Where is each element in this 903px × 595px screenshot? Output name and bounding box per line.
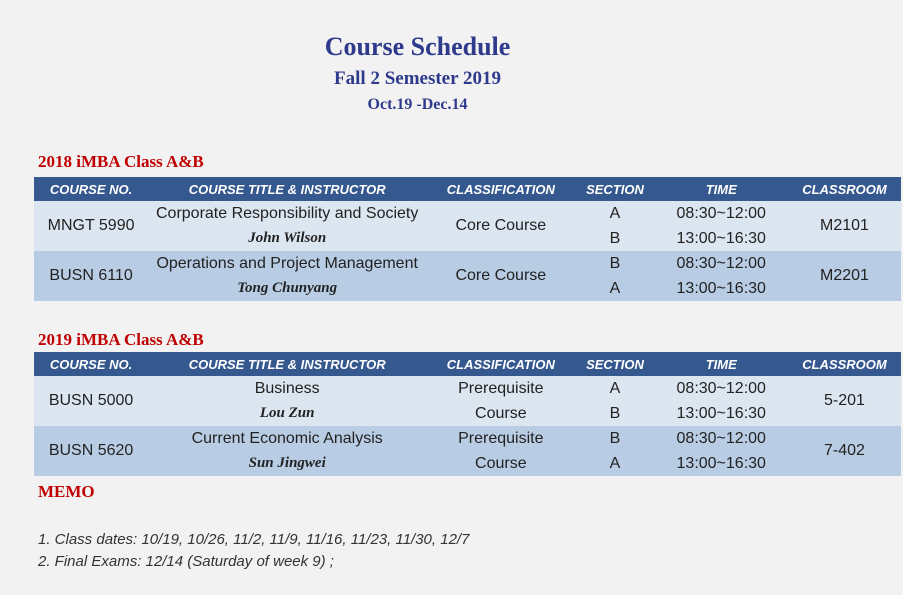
course-title: Business xyxy=(254,380,320,397)
course-instructor: John Wilson xyxy=(248,230,327,246)
memo-line: 2. Final Exams: 12/14 (Saturday of week 9) ; xyxy=(38,553,334,570)
time-cell xyxy=(655,201,788,251)
course-title-cell xyxy=(148,251,426,301)
col-section: SECTION xyxy=(575,352,654,376)
section-value: A xyxy=(609,280,621,297)
section-value: A xyxy=(609,380,621,397)
time-value: 13:00~16:30 xyxy=(676,230,766,247)
section-cell xyxy=(575,426,654,476)
col-classification: CLASSIFICATION xyxy=(426,177,575,201)
classification: Course xyxy=(475,405,527,422)
section-value: B xyxy=(609,430,621,447)
course-title-cell xyxy=(148,426,426,476)
classification: Prerequisite xyxy=(458,380,544,397)
section-value: B xyxy=(609,405,621,422)
col-course-no: COURSE NO. xyxy=(34,177,148,201)
course-title: Operations and Project Management xyxy=(156,255,418,272)
time-value: 13:00~16:30 xyxy=(676,405,766,422)
semester-title: Fall 2 Semester 2019 xyxy=(334,68,501,89)
table-row xyxy=(34,201,901,251)
col-section: SECTION xyxy=(575,177,654,201)
time-value: 13:00~16:30 xyxy=(676,455,766,472)
section-value: A xyxy=(609,205,621,222)
section-cell xyxy=(575,376,654,426)
section-value: B xyxy=(609,230,621,247)
col-classroom: CLASSROOM xyxy=(788,177,901,201)
section-heading-2018: 2018 iMBA Class A&B xyxy=(38,152,204,171)
section-value: A xyxy=(609,455,621,472)
section-value: B xyxy=(609,255,621,272)
time-value: 13:00~16:30 xyxy=(676,280,766,297)
page-title: Course Schedule xyxy=(324,32,511,61)
col-time: TIME xyxy=(655,352,788,376)
table-row xyxy=(34,426,901,476)
table-header-row xyxy=(34,352,901,376)
course-instructor: Lou Zun xyxy=(259,405,315,421)
classification: Prerequisite xyxy=(458,430,544,447)
classification-cell xyxy=(426,376,575,426)
section-cell xyxy=(575,201,654,251)
course-instructor: Tong Chunyang xyxy=(237,280,338,296)
classroom: 5-201 xyxy=(788,376,901,426)
time-cell xyxy=(655,426,788,476)
course-title: Current Economic Analysis xyxy=(191,430,383,447)
title-block xyxy=(0,30,835,117)
time-cell xyxy=(655,376,788,426)
time-value: 08:30~12:00 xyxy=(676,205,766,222)
schedule-table-2019 xyxy=(34,352,901,476)
classroom: M2201 xyxy=(788,251,901,301)
classification: Course xyxy=(475,455,527,472)
col-classroom: CLASSROOM xyxy=(788,352,901,376)
classification-cell xyxy=(426,426,575,476)
col-classification: CLASSIFICATION xyxy=(426,352,575,376)
table-header-row xyxy=(34,177,901,201)
time-value: 08:30~12:00 xyxy=(676,255,766,272)
course-title-cell xyxy=(148,201,426,251)
course-code: BUSN 6110 xyxy=(34,251,148,301)
col-title-instructor: COURSE TITLE & INSTRUCTOR xyxy=(148,177,426,201)
col-title-instructor: COURSE TITLE & INSTRUCTOR xyxy=(148,352,426,376)
semester-dates: Oct.19 -Dec.14 xyxy=(367,96,468,113)
classroom: 7-402 xyxy=(788,426,901,476)
course-title: Corporate Responsibility and Society xyxy=(156,205,419,222)
section-cell xyxy=(575,251,654,301)
time-value: 08:30~12:00 xyxy=(676,430,766,447)
section-heading-2019: 2019 iMBA Class A&B xyxy=(38,330,204,349)
classroom: M2101 xyxy=(788,201,901,251)
course-code: BUSN 5000 xyxy=(34,376,148,426)
course-title-cell xyxy=(148,376,426,426)
time-value: 08:30~12:00 xyxy=(676,380,766,397)
memo-line: 1. Class dates: 10/19, 10/26, 11/2, 11/9, 11/16, 11/23, 11/30, 12/7 xyxy=(38,531,470,548)
classification: Core Course xyxy=(426,201,575,251)
col-course-no: COURSE NO. xyxy=(34,352,148,376)
col-time: TIME xyxy=(655,177,788,201)
table-row xyxy=(34,251,901,301)
course-code: MNGT 5990 xyxy=(34,201,148,251)
memo-heading: MEMO xyxy=(38,482,95,501)
schedule-table-2018 xyxy=(34,177,901,301)
table-row xyxy=(34,376,901,426)
course-instructor: Sun Jingwei xyxy=(248,455,326,471)
course-code: BUSN 5620 xyxy=(34,426,148,476)
classification: Core Course xyxy=(426,251,575,301)
time-cell xyxy=(655,251,788,301)
